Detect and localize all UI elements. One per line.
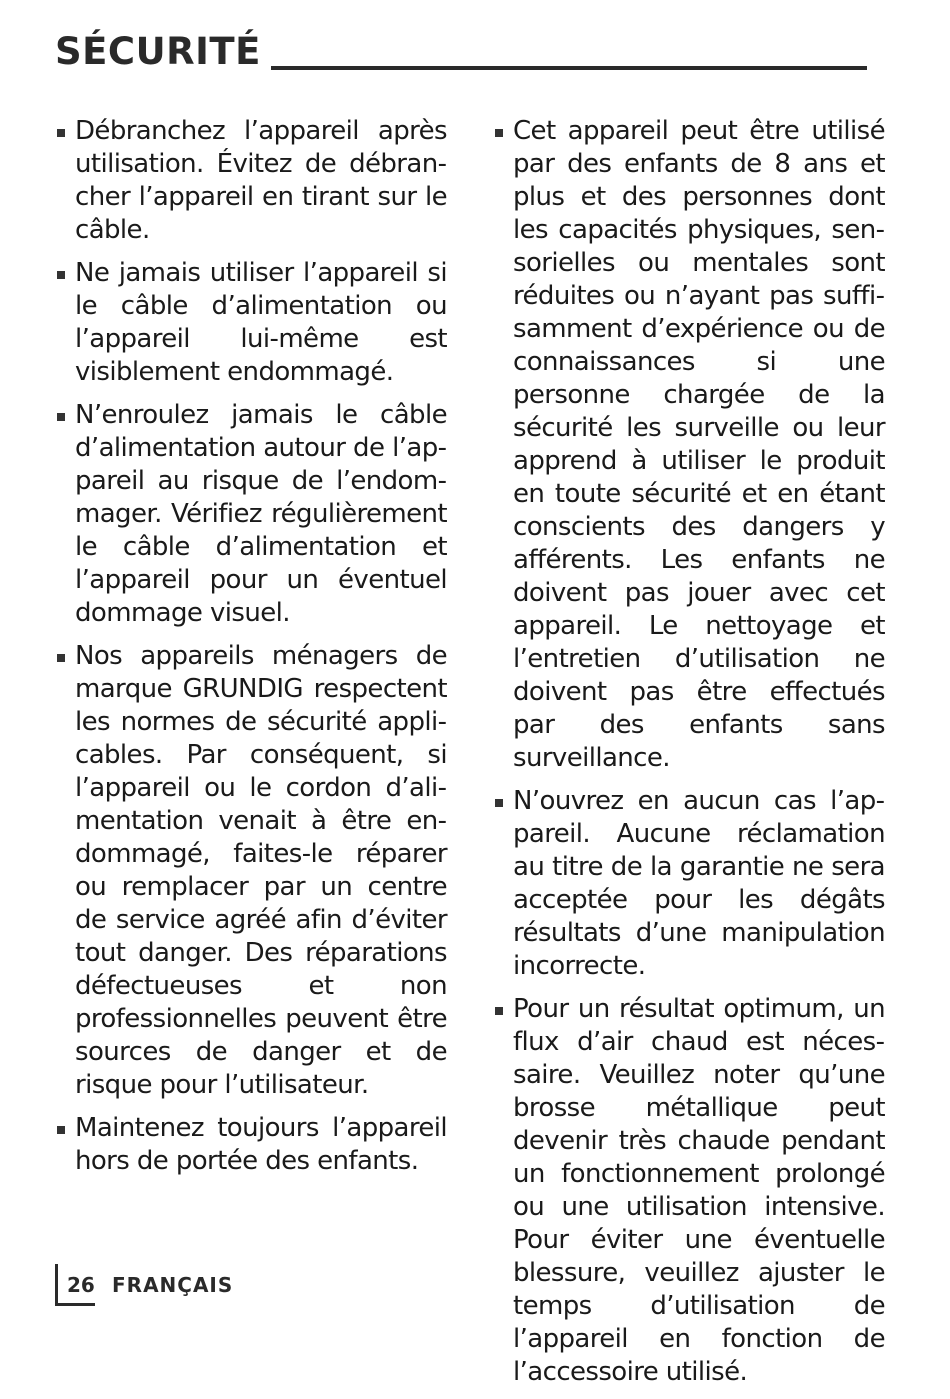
list-item-text: Débranchez l’appareil après utilisation. Évitez de débrancher l’appareil en tirant sur le câble. (75, 116, 447, 245)
right-column (491, 115, 885, 1399)
list-item-text: Maintenez toujours l’appareil hors de portée des enfants. (75, 1113, 447, 1176)
square-bullet-icon (57, 129, 65, 137)
square-bullet-icon (57, 654, 65, 662)
list-item-text: Nos appareils ménagers de marque GRUNDIG respectent les normes de sécurité applicables. Par conséquent, si l’appareil ou le cordon d’alimentation venait à être endommagé, faites-le réparer ou remplacer par un centre de service agréé afin d’éviter tout danger. Des réparations défectueuses et non professionnelles peuvent être sources de danger et de risque pour l’utilisateur. (75, 641, 447, 1100)
left-column (53, 115, 447, 1188)
list-item (53, 399, 447, 630)
footer-language: FRANÇAIS (112, 1273, 234, 1297)
list-item-text: Pour un résultat optimum, un flux d’air chaud est nécessaire. Veuillez noter qu’une brosse métallique peut devenir très chaude pendant un fonctionnement prolongé ou une utilisation intensive. Pour éviter une éventuelle blessure, veuillez ajuster le temps d’utilisation de l’appareil en fonction de l’accessoire utilisé. (513, 994, 885, 1387)
list-item (491, 115, 885, 775)
list-item (53, 257, 447, 389)
square-bullet-icon (495, 799, 503, 807)
list-item-text: Ne jamais utiliser l’appareil si le câble d’alimentation ou l’appareil lui-même est visiblement endommagé. (75, 258, 447, 387)
list-item (491, 785, 885, 983)
list-item-text: Cet appareil peut être utilisé par des enfants de 8 ans et plus et des personnes dont les capacités physiques, sensorielles ou mentales sont réduites ou n’ayant pas suffisamment d’expérience ou de connaissances si une personne chargée de la sécurité les surveille ou leur apprend à utiliser le produit en toute sécurité et en étant conscients des dangers y afférents. Les enfants ne doivent pas jouer avec cet appareil. Le nettoyage et l’entretien d’utilisation ne doivent pas être effectués par des enfants sans surveillance. (513, 116, 885, 773)
footer-rule-base (55, 1303, 95, 1306)
square-bullet-icon (495, 1007, 503, 1015)
square-bullet-icon (495, 129, 503, 137)
list-item-text: N’ouvrez en aucun cas l’appareil. Aucune réclamation au titre de la garantie ne sera acceptée pour les dégâts résultats d’une manipulation incorrecte. (513, 786, 885, 981)
list-item-text: N’enroulez jamais le câble d’alimentation autour de l’appareil au risque de l’endommager. Vérifiez régulièrement le câble d’alimentation et l’appareil pour un éventuel dommage visuel. (75, 400, 447, 628)
page-title: SÉCURITÉ (55, 30, 271, 74)
footer-rule (55, 1264, 58, 1306)
list-item (491, 993, 885, 1389)
list-item (53, 1112, 447, 1178)
page-header (55, 26, 867, 76)
square-bullet-icon (57, 1126, 65, 1134)
square-bullet-icon (57, 271, 65, 279)
list-item (53, 115, 447, 247)
list-item (53, 640, 447, 1102)
page-number: 26 (67, 1273, 95, 1297)
square-bullet-icon (57, 413, 65, 421)
page-footer (55, 1264, 275, 1306)
